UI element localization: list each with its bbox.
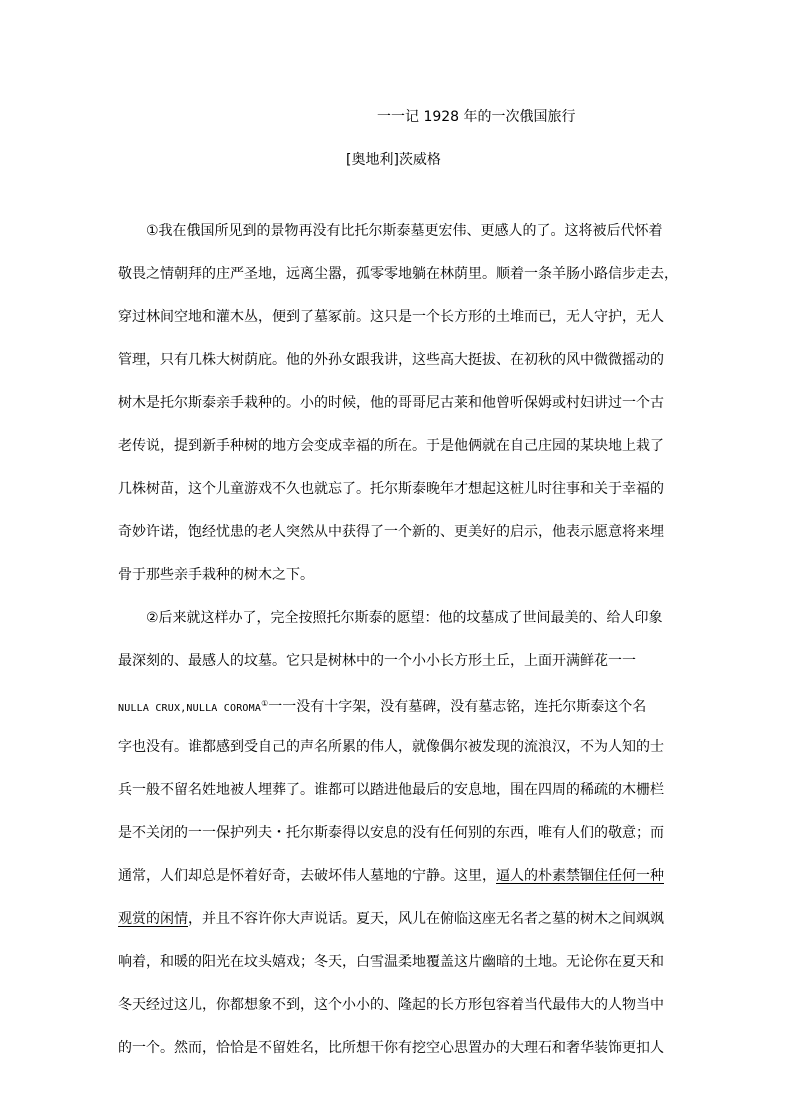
subtitle: 一一记 1928 年的一次俄国旅行 bbox=[377, 109, 576, 125]
paragraph-1-line: 树木是托尔斯泰亲手栽种的。小的时候，他的哥哥尼古莱和他曾听保姆或村妇讲过一个古 bbox=[118, 395, 664, 411]
author-line: [奥地利]茨威格 bbox=[346, 152, 441, 168]
paragraph-2-line: 是不关闭的一一保护列夫・托尔斯泰得以安息的没有任何别的东西，唯有人们的敬意；而 bbox=[118, 825, 664, 841]
paragraph-1-line: 穿过林间空地和灌木丛，便到了墓冢前。这只是一个长方形的土堆而已，无人守护，无人 bbox=[118, 309, 664, 325]
paragraph-1-line: 敬畏之情朝拜的庄严圣地，远离尘嚣，孤零零地躺在林荫里。顺着一条羊肠小路信步走去， bbox=[118, 266, 678, 282]
paragraph-2-line bbox=[118, 866, 664, 886]
paragraph-1-line: 几株树苗，这个儿童游戏不久也就忘了。托尔斯泰晚年才想起这桩儿时往事和关于幸福的 bbox=[118, 481, 664, 497]
paragraph-2-line: 兵一般不留名姓地被人埋葬了。谁都可以踏进他最后的安息地，围在四周的稀疏的木栅栏 bbox=[118, 782, 664, 798]
paragraph-1-line: 奇妙许诺，饱经忧患的老人突然从中获得了一个新的、更美好的启示，他表示愿意将来埋 bbox=[118, 524, 664, 540]
paragraph-2-line bbox=[118, 694, 646, 714]
paragraph-2-text: 通常，人们却总是怀着好奇，去破坏伟人墓地的宁静。这里， bbox=[118, 868, 496, 884]
footnote-marker: ① bbox=[261, 699, 269, 708]
paragraph-2-line bbox=[118, 909, 664, 929]
underlined-phrase: 观赏的闲情 bbox=[118, 911, 188, 927]
paragraph-2-text: 一一没有十字架，没有墓碑，没有墓志铭，连托尔斯泰这个名 bbox=[268, 699, 647, 715]
paragraph-2-line: 字也没有。谁都感到受自己的声名所累的伟人，就像偶尔被发现的流浪汉，不为人知的士 bbox=[118, 739, 664, 755]
paragraph-1-line: ①我在俄国所见到的景物再没有比托尔斯泰墓更宏伟、更感人的了。这将被后代怀着 bbox=[146, 223, 663, 239]
paragraph-1-line: 管理，只有几株大树荫庇。他的外孙女跟我讲，这些高大挺拔、在初秋的风中微微摇动的 bbox=[118, 352, 664, 368]
paragraph-1-line: 老传说，提到新手种树的地方会变成幸福的所在。于是他俩就在自己庄园的某块地上栽了 bbox=[118, 438, 664, 454]
paragraph-2-line: 响着，和暖的阳光在坟头嬉戏；冬天，白雪温柔地覆盖这片幽暗的土地。无论你在夏天和 bbox=[118, 954, 664, 970]
paragraph-2-text: ，并且不容许你大声说话。夏天，风儿在俯临这座无名者之墓的树木之间飒飒 bbox=[188, 911, 664, 927]
paragraph-2-line: 冬天经过这儿，你都想象不到，这个小小的、隆起的长方形包容着当代最伟大的人物当中 bbox=[118, 997, 664, 1013]
underlined-phrase: 逼人的朴素禁锢住任何一种 bbox=[496, 868, 664, 884]
latin-phrase: NULLA CRUX,NULLA COROMA bbox=[118, 703, 262, 714]
paragraph-2-line: 最深刻的、最感人的坟墓。它只是树林中的一个小小长方形土丘，上面开满鲜花一一 bbox=[118, 653, 636, 669]
paragraph-1-line: 骨于那些亲手栽种的树木之下。 bbox=[118, 567, 314, 583]
paragraph-2-line: ②后来就这样办了，完全按照托尔斯泰的愿望：他的坟墓成了世间最美的、给人印象 bbox=[146, 610, 663, 626]
paragraph-2-line: 的一个。然而，恰恰是不留姓名，比所想干你有挖空心思置办的大理石和奢华装饰更扣人 bbox=[118, 1040, 664, 1056]
